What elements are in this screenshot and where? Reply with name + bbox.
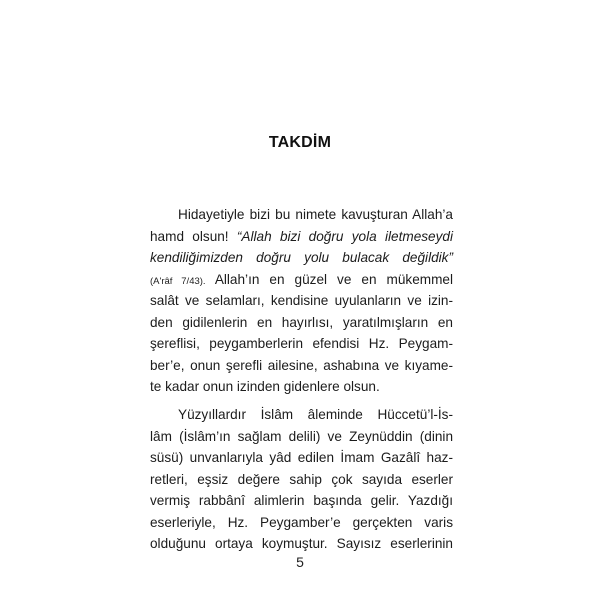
text-line: [150, 269, 453, 291]
page-number: 5: [296, 554, 304, 570]
text-line: şereflisi, peygamberlerin efendisi Hz. Peygam-: [150, 336, 453, 351]
quran-quote: “Allah bizi doğru yola iletmeseydi: [236, 228, 453, 244]
text-line: Hidayetiyle bizi bu nimete kavuşturan Allah’a: [178, 207, 453, 222]
text-line: [150, 226, 453, 248]
quran-quote-line: kendiliğimizden doğru yolu bulacak değildik”: [150, 250, 453, 265]
chapter-title: TAKDİM: [268, 134, 332, 151]
body-text: [150, 204, 453, 555]
paragraph-1: [150, 204, 453, 398]
text-line: Yüzyıllardır İslâm âleminde Hüccetü’l-İs-: [178, 407, 453, 422]
text-line: salât ve selamları, kendisine uyulanların ve izin-: [150, 293, 453, 308]
text-line: süsü) unvanlarıyla yâd edilen İmam Gazâlî haz-: [150, 450, 453, 465]
text-line: lâm (İslâm’ın sağlam delili) ve Zeynüddin (dinin: [150, 428, 453, 444]
text-line: vermiş rabbânî alimlerin başında gelir. Yazdığı: [150, 493, 453, 508]
text-line: eserleriyle, Hz. Peygamber’e gerçekten varis: [150, 514, 453, 530]
verse-reference: (A'râf 7/43).: [150, 275, 206, 287]
text-segment: hamd olsun!: [150, 228, 229, 244]
text-line: te kadar onun izinden gidenlere olsun.: [150, 379, 380, 394]
text-line: den gidilenlerin en hayırlısı, yaratılmışların en: [150, 314, 453, 330]
text-line: retleri, eşsiz değere sahip çok sayıda eserler: [150, 471, 453, 487]
paragraph-2: [150, 404, 453, 555]
text-line: ber’e, onun şerefli ailesine, ashabına ve kıyame-: [150, 357, 453, 373]
text-line: olduğunu ortaya koymuştur. Sayısız eserlerinin: [150, 536, 453, 551]
text-segment: Allah’ın en güzel ve en mükemmel: [214, 271, 453, 287]
